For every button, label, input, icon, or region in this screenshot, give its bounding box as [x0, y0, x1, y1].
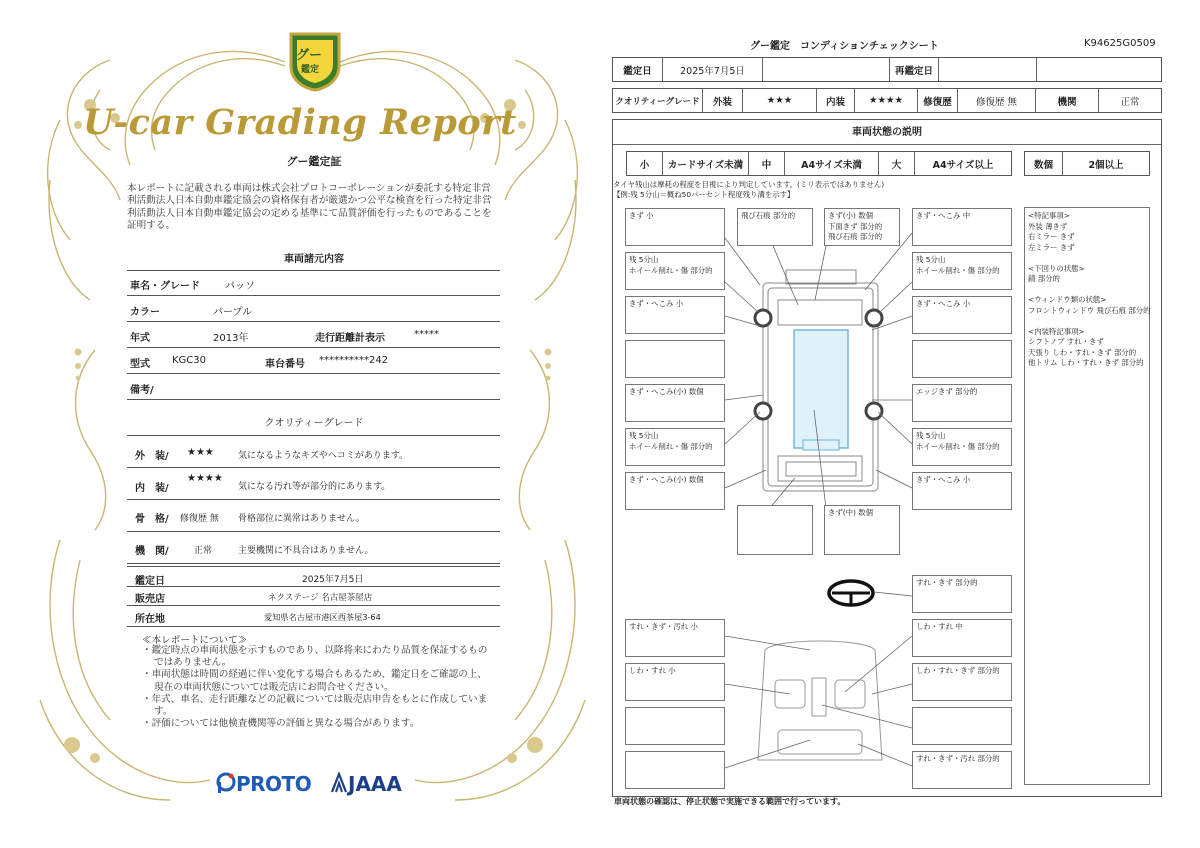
grade-desc: 気になる汚れ等が部分的にあります。 [238, 482, 391, 492]
proto-logo [216, 772, 311, 796]
proto-mark-icon [216, 772, 236, 794]
size-medium-desc: A4サイズ未満 [785, 152, 879, 175]
chassis-value: **********242 [319, 355, 389, 366]
grade-stars: ★★★★ [187, 473, 223, 484]
model-value: KGC30 [172, 355, 207, 366]
repair-label: 修復歴 [918, 89, 958, 112]
repair-value: 修復歴 無 [958, 89, 1036, 112]
spec-row-model [127, 348, 500, 374]
damage-line: きず(小) 数個 [828, 211, 874, 220]
note-item: ・年式、車名、走行距離などの記載については販売店申告をもとに作成しています。 [142, 693, 488, 718]
grade-label: 内 装/ [135, 483, 169, 494]
damage-box [912, 428, 1012, 466]
shop-value: ネクステージ 名古屋茶屋店 [268, 593, 373, 603]
cert-title: グー鑑定証 [286, 155, 342, 168]
footer-note: 車両状態の確認は、停止状態で実施できる範囲で行っています。 [614, 797, 846, 806]
sheet-code: K94625G0509 [1084, 38, 1156, 49]
quality-label: クオリティーグレード [613, 89, 703, 112]
special-line: 錆 部分的 [1028, 274, 1060, 283]
damage-box [625, 252, 725, 290]
spec-title: 車両諸元内容 [284, 254, 344, 265]
count-label: 数個 [1025, 152, 1063, 175]
proto-logo-text: PROTO [236, 772, 312, 796]
damage-box: きず(中) 数個 [824, 505, 900, 555]
grade-row-exterior [127, 437, 500, 468]
address-label: 所在地 [135, 614, 165, 625]
note-item: ・鑑定時点の車両状態を示すものであり、以降将来にわたり品質を保証するものではありません。 [142, 645, 488, 669]
tire-note-line: タイヤ残山は摩耗の程度を目視により判定しています。(ミリ表示ではありません) [613, 180, 885, 189]
mileage-value: ***** [414, 329, 439, 340]
interior-box: しわ・すれ・きず 部分的 [912, 663, 1012, 701]
color-label: カラー [130, 307, 160, 318]
reappraisal-label: 再鑑定日 [890, 58, 939, 81]
damage-box [824, 208, 900, 246]
note-item: ・車両状態は時間の経過に伴い変化する場合もあるため、鑑定日をご確認の上、現在の車両状態については販売店にお問合せください。 [142, 669, 487, 693]
grade-label: 機 関/ [135, 546, 169, 557]
grade-value: 修復歴 無 [180, 514, 219, 524]
interior-box [912, 707, 1012, 745]
grade-desc: 主要機関に不具合はありません。 [238, 546, 374, 556]
damage-box [737, 505, 813, 555]
interior-box: すれ・きず・汚れ 小 [625, 619, 725, 657]
size-small-desc: カードサイズ未満 [663, 152, 749, 175]
interior-box [625, 707, 725, 745]
special-line [1028, 285, 1146, 296]
interior-box: すれ・きず・汚れ 部分的 [912, 751, 1012, 789]
grade-label: 外 装/ [135, 451, 169, 462]
sheet-header: グー鑑定 コンディションチェックシート [750, 41, 939, 52]
size-large-desc: A4サイズ以上 [932, 159, 994, 171]
exterior-label: 外装 [703, 89, 743, 112]
appraisal-date-label: 鑑定日 [135, 576, 165, 587]
grade-stars: ★★★ [187, 447, 214, 458]
spec-row-year [127, 322, 500, 348]
special-line: 他トリム しわ・すれ・きず 部分的 [1028, 358, 1144, 367]
special-line: 左ミラー きず [1028, 242, 1075, 252]
damage-box [912, 252, 1012, 290]
notes-title: ≪本レポートについて≫ [142, 635, 248, 646]
year-label: 年式 [130, 333, 150, 344]
name-value: パッソ [225, 281, 255, 292]
exterior-value: ★★★ [743, 89, 817, 112]
damage-line: ホイール削れ・傷 部分的 [916, 441, 1000, 451]
grade-row-frame [127, 500, 500, 532]
date-label: 鑑定日 [613, 58, 663, 81]
damage-box: きず・へこみ 小 [625, 296, 725, 334]
grade-value: 正常 [194, 546, 213, 556]
mileage-label: 走行距離計表示 [315, 333, 385, 344]
damage-line: 残 5分山 [629, 431, 659, 440]
grade-label: 骨 格/ [135, 514, 169, 525]
address-value: 愛知県名古屋市港区西茶屋3-64 [264, 612, 381, 622]
damage-box [625, 428, 725, 466]
section-title: 車両状態の説明 [613, 120, 1161, 145]
damage-box: きず・へこみ 中 [912, 208, 1012, 246]
damage-box [625, 340, 725, 378]
special-line: 天張り しわ・すれ・きず 部分的 [1028, 347, 1137, 357]
condition-check-sheet [600, 0, 1200, 848]
spec-row-color [127, 296, 500, 322]
count-desc: 2個以上 [1088, 159, 1124, 171]
spec-row-name [127, 270, 500, 296]
special-line: 右ミラー きず [1028, 232, 1075, 241]
size-small: 小 [627, 152, 663, 175]
badge-text-bottom: 鑑定 [301, 65, 320, 75]
notes-list [142, 645, 492, 730]
damage-line: ホイール削れ・傷 部分的 [629, 441, 713, 451]
chassis-label: 車台番号 [265, 359, 305, 370]
badge-text-top: グー [296, 48, 323, 63]
interior-box: すれ・きず 部分的 [912, 575, 1012, 613]
special-line [1028, 253, 1146, 264]
size-large: 大 [879, 152, 915, 175]
damage-line: 下面きず 部分的 [828, 221, 883, 231]
damage-box: 飛び石痕 部分的 [737, 208, 813, 246]
grade-desc: 骨格部位に異常はありません。 [238, 514, 365, 524]
spec-row-remarks [127, 374, 500, 400]
damage-box: きず・へこみ(小) 数個 [625, 472, 725, 510]
model-label: 型式 [130, 359, 150, 370]
special-line: シフトノブ すれ・きず [1028, 337, 1104, 346]
grade-row-engine [127, 532, 500, 564]
cert-text: 本レポートに記載される車両は株式会社プロトコーポレーションが委託する特定非営利活動法人日本自動車鑑定協会の資格保有者が厳選かつ公平な検査を行った特定非営利活動法人日本自動車鑑定協会の定める基準にて品質評価を行ったものであることを証明する。 [127, 183, 492, 232]
appraisal-date-value: 2025年7月5日 [302, 575, 364, 585]
shop-label: 販売店 [135, 594, 165, 605]
special-line: <ウィンドウ類の状態> [1028, 295, 1107, 304]
appraisal-shop-row [127, 587, 500, 606]
damage-box: きず・へこみ 小 [912, 296, 1012, 334]
year-value: 2013年 [213, 333, 249, 344]
appraisal-address-row [127, 606, 500, 627]
color-value: パープル [213, 307, 253, 318]
remarks-label: 備考/ [130, 385, 154, 396]
damage-line: 残 5分山 [916, 255, 946, 264]
grade-top-rule [127, 435, 500, 436]
damage-box: きず・へこみ(小) 数個 [625, 384, 725, 422]
date-value: 2025年7月5日 [663, 58, 763, 81]
engine-value: 正常 [1120, 96, 1140, 108]
appraisal-date-row [127, 566, 500, 587]
special-line: 外装 薄きず [1028, 221, 1068, 231]
tire-note-line: 【例:残 5分山＝概ね50パーセント程度残り溝を示す】 [613, 190, 795, 199]
jaaa-mark-icon [330, 772, 348, 794]
damage-box: エッジきず 部分的 [912, 384, 1012, 422]
engine-label: 機関 [1036, 89, 1099, 112]
size-medium: 中 [749, 152, 785, 175]
report-title: U-car Grading Report [83, 102, 517, 143]
damage-line: ホイール削れ・傷 部分的 [916, 265, 1000, 275]
interior-box: しわ・すれ 中 [912, 619, 1012, 657]
damage-line: 残 5分山 [629, 255, 659, 264]
jaaa-logo-text: JAAA [348, 772, 402, 796]
damage-line: ホイール削れ・傷 部分的 [629, 265, 713, 275]
interior-box [625, 751, 725, 789]
interior-value: ★★★★ [855, 89, 918, 112]
grade-row-interior [127, 468, 500, 500]
jaaa-logo [330, 772, 402, 796]
special-notes-panel [1024, 207, 1150, 785]
damage-line: 残 5分山 [916, 431, 946, 440]
interior-label: 内装 [817, 89, 855, 112]
special-line [1028, 316, 1146, 327]
damage-box: きず 小 [625, 208, 725, 246]
damage-box [912, 340, 1012, 378]
special-line: <内装特記事項> [1028, 326, 1085, 336]
damage-line: 飛び石痕 部分的 [828, 232, 883, 241]
interior-box: しわ・すれ 小 [625, 663, 725, 701]
grade-desc: 気になるようなキズやヘコミがあります。 [238, 451, 409, 461]
damage-box: きず・へこみ 小 [912, 472, 1012, 510]
quality-grade-title: クオリティーグレード [264, 418, 364, 429]
special-line: フロントウィンドウ 飛び石痕 部分的 [1028, 305, 1151, 315]
special-line: <特記事項> [1028, 211, 1070, 220]
note-item: ・評価については他検査機関等の評価と異なる場合があります。 [142, 718, 420, 730]
special-line: <下回りの状態> [1028, 263, 1085, 273]
name-label: 車名・グレード [130, 281, 200, 292]
